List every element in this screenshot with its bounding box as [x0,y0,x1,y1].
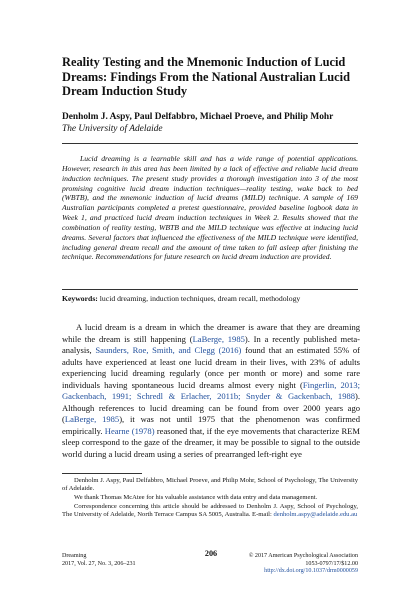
journal-volume: 2017, Vol. 27, No. 3, 206–231 [62,560,136,567]
citation-link[interactable]: LaBerge, 1985 [192,333,245,344]
footnote-affiliation: Denholm J. Aspy, Paul Delfabbro, Michael Proeve, and Philip Mohr, School of Psychology, The University of Adelaide. [62,477,358,493]
citation-link[interactable]: Hearne (1978) [104,425,155,436]
abstract-bottom-rule [62,289,358,290]
author-list: Denholm J. Aspy, Paul Delfabbro, Michael Proeve, and Philip Mohr [62,112,334,122]
citation-link[interactable]: Saunders, Roe, Smith, and Clegg (2016) [95,345,242,355]
publisher-info [240,553,358,576]
affiliation: The University of Adelaide [62,124,163,134]
correspondence-text: Correspondence concerning this article should be addressed to Denholm J. Aspy, School of Psychology, The University of Adelaide, North Terrace Campus SA 5005, Australia. E-mail: [62,503,358,519]
body-text: ), it was not until 1975 that the phenomenon was confirmed empirically. [62,414,360,436]
keywords [62,294,358,303]
article-title: Reality Testing and the Mnemonic Induction of Lucid Dreams: Findings From the National Australian Lucid Dream Induction Study [62,55,350,99]
body-text: found that an estimated 55% of adults have experienced at least one lucid dream in their lives, with 23% of adults experiencing lucid dreaming regularly (once per month or more) and some rare individuals having spontaneous lucid dreams almost every night ( [62,345,361,390]
body-text: reasoned that, if the eye movements that characterize REM sleep correspond to the gaze of the dreamer, it may be possible to signal to the outside world during a lucid dream using a series of prearranged left-right eye [62,425,360,459]
abstract-top-rule [62,143,358,144]
journal-info [62,553,136,568]
body-paragraph [62,322,360,460]
footnote-acknowledgment: We thank Thomas McAtee for his valuable assistance with data entry and data management. [74,494,318,501]
keywords-text: lucid dreaming, induction techniques, dream recall, methodology [97,294,301,303]
footnote-rule [62,473,142,474]
journal-name: Dreaming [62,553,87,559]
footnote-correspondence [62,503,358,519]
page-number: 206 [204,549,218,558]
email-link[interactable]: denholm.aspy@adelaide.edu.au [273,511,358,519]
citation-link[interactable]: LaBerge, 1985 [64,414,120,424]
copyright: © 2017 American Psychological Association [248,553,358,559]
issn-doi [240,561,358,576]
keywords-label: Keywords: [62,294,98,303]
doi-link[interactable]: http://dx.doi.org/10.1037/drm0000059 [264,568,358,575]
body-text: A lucid dream is a dream in which the dreamer is aware that they are dreaming while the dream is still happening ( [62,322,360,344]
abstract: Lucid dreaming is a learnable skill and has a wide range of potential applications. However, research in this area has been limited by a lack of effective and reliable lucid dream induction techniques. The present study provides a thorough investigation into 3 of the most promising cognitive lucid dream induction techniques—reality testing, wake back to bed (WBTB), and the mnemonic induction of lucid dreams (MILD) technique. A sample of 169 Australian participants completed a pretest questionnaire, provided baseline logbook data in Week 1, and practiced lucid dream induction techniques in Week 2. Results showed that the combination of reality testing, WBTB and the MILD technique was effective at inducing lucid dreams. Several factors that influenced the effectiveness of the MILD technique were identified, including general dream recall and the amount of time taken to fall asleep after finishing the technique. Recommendations for future research on lucid dream induction are provided. [62,154,358,262]
citation-link[interactable]: Fingerlin, 2013; Gackenbach, 1991; Schredl & Erlacher, 2011b; Snyder & Gackenbach, 1988 [62,379,360,401]
body-text: ). Although references to lucid dreaming can be found from over 2000 years ago ( [62,391,360,424]
body-text: ). In a recently published meta-analysis, [62,333,361,355]
issn: 1053-0797/17/$12.00 [305,560,358,567]
